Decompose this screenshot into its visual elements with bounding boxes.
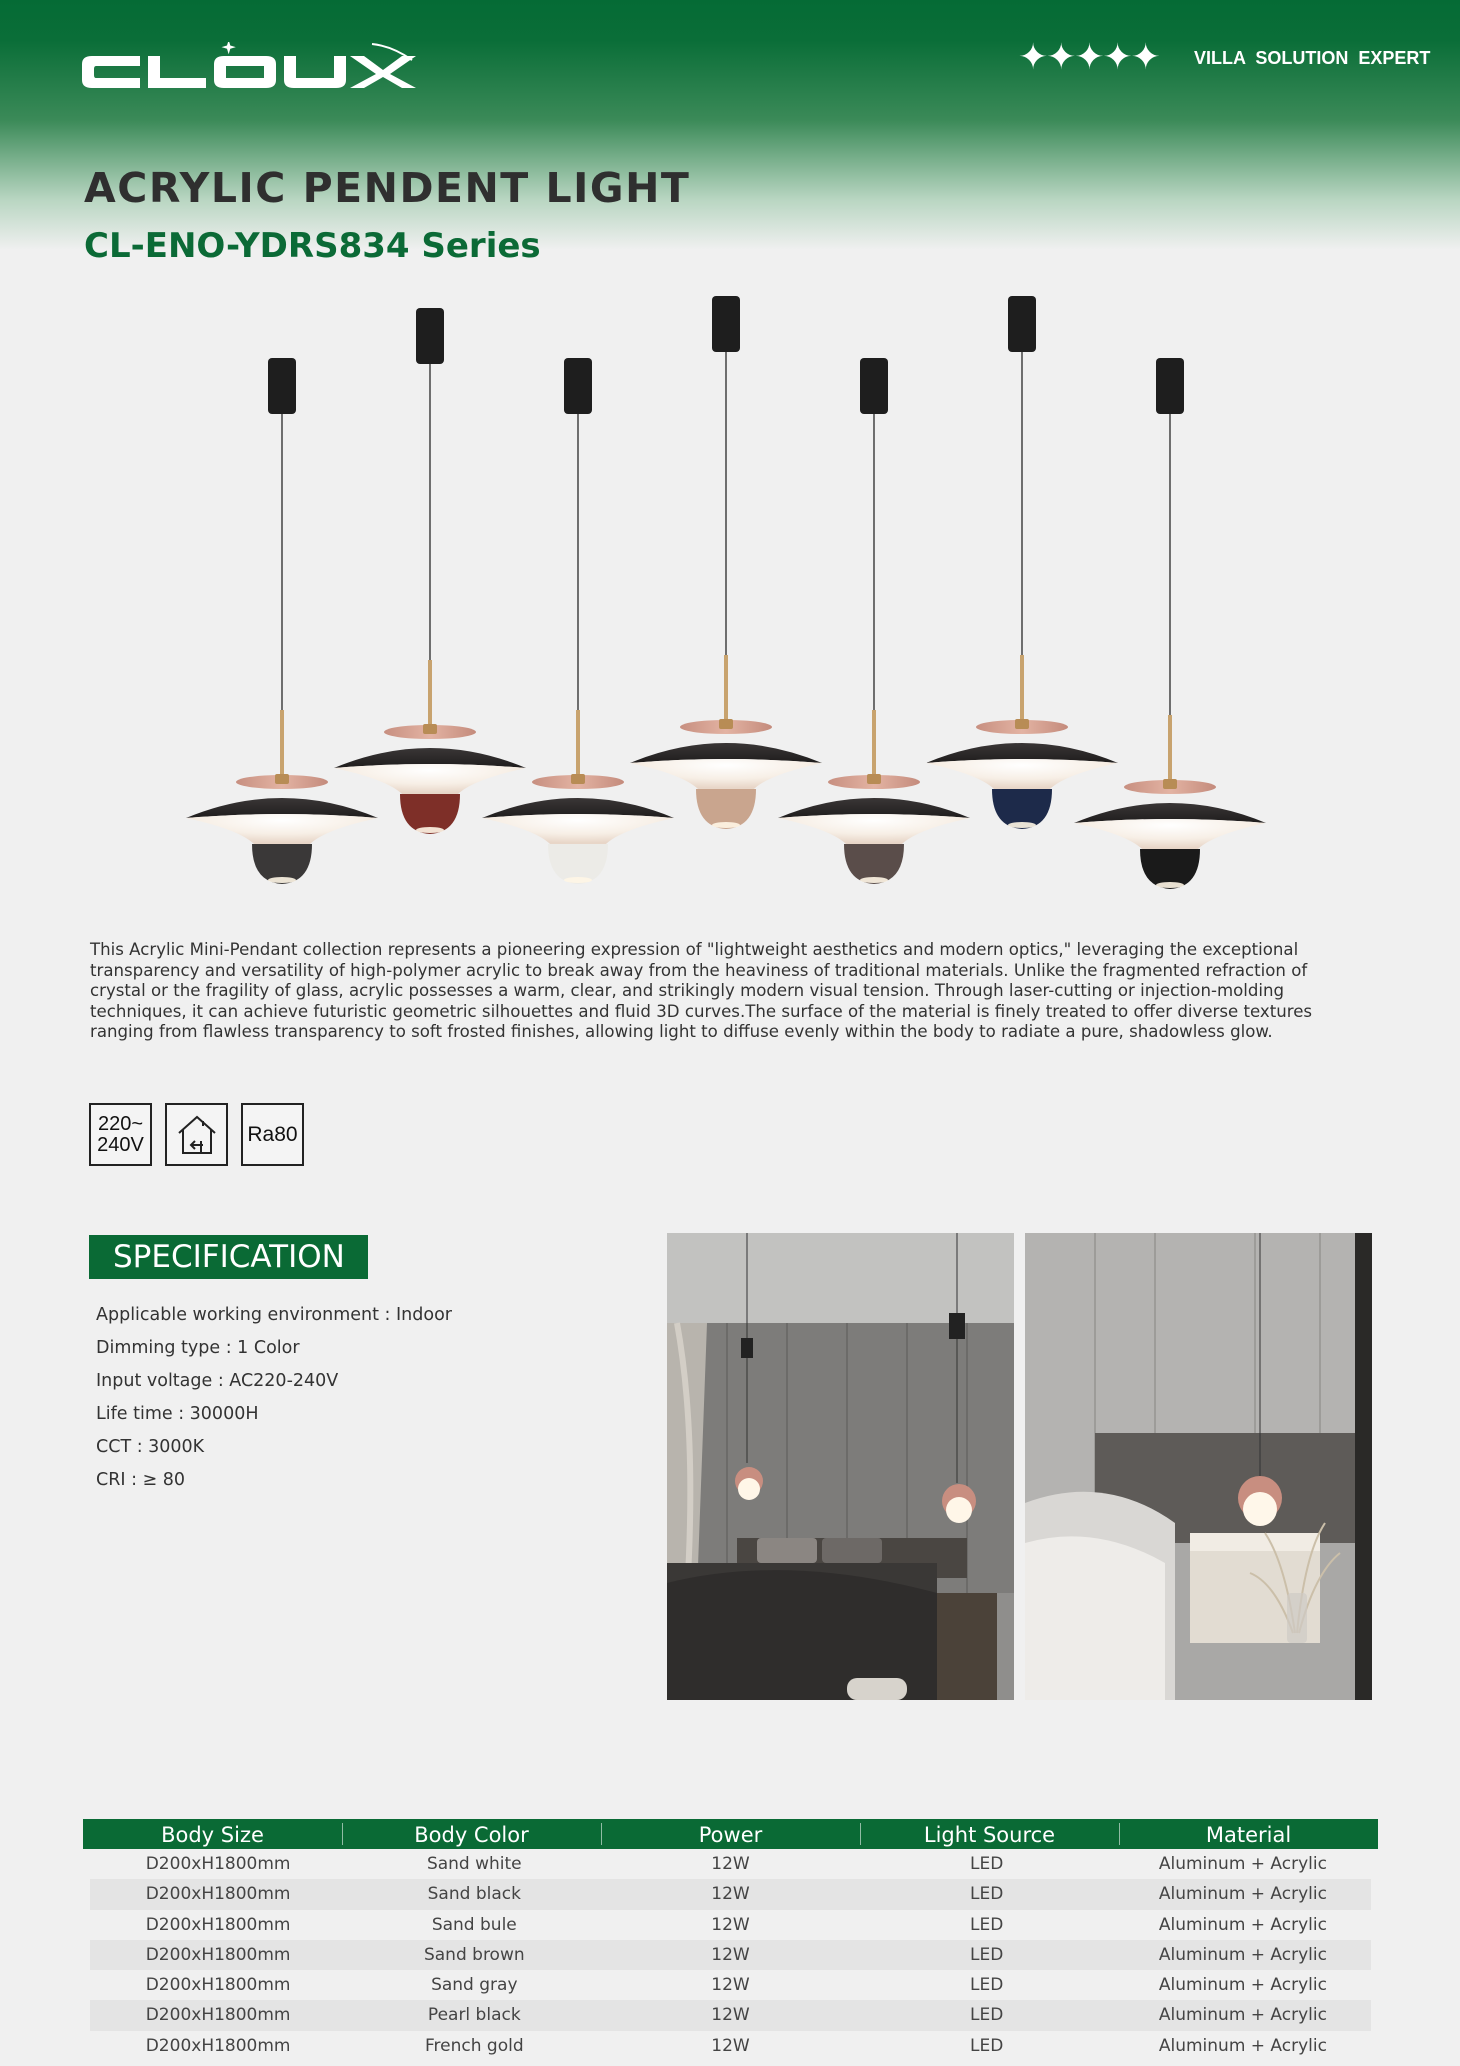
table-cell: LED xyxy=(970,2035,1004,2056)
series-subtitle: CL-ENO-YDRS834 Series xyxy=(84,226,541,266)
table-cell: LED xyxy=(970,1914,1004,1935)
table-cell: Sand gray xyxy=(431,1975,518,1996)
table-cell: LED xyxy=(970,1975,1004,1996)
table-cell: Aluminum + Acrylic xyxy=(1158,1914,1327,1935)
table-cell: D200xH1800mm xyxy=(145,1944,291,1965)
voltage-line-2: 240V xyxy=(97,1133,144,1156)
table-cell: 12W xyxy=(711,2035,750,2056)
pendant-lamp xyxy=(482,358,674,884)
rating-stars-icon: ✦✦✦✦✦ xyxy=(1018,37,1159,78)
column-header: Body Size xyxy=(161,1823,264,1847)
specification-list xyxy=(96,1299,452,1497)
voltage-badge xyxy=(89,1103,152,1166)
table-row xyxy=(90,2031,1371,2061)
indoor-house-icon xyxy=(165,1103,228,1166)
table-row xyxy=(90,2000,1371,2030)
specification-heading: SPECIFICATION xyxy=(89,1235,368,1279)
table-header xyxy=(83,1819,1378,1849)
table-cell: French gold xyxy=(424,2035,524,2056)
table-cell: Sand black xyxy=(427,1884,521,1905)
spec-item: CCT : 3000K xyxy=(96,1437,205,1457)
table-cell: 12W xyxy=(711,2005,750,2026)
column-header: Light Source xyxy=(860,1819,1119,1849)
table-cell: D200xH1800mm xyxy=(145,1884,291,1905)
table-cell: LED xyxy=(970,1854,1004,1874)
table-row xyxy=(90,1910,1371,1940)
table-row xyxy=(90,1849,1371,1879)
cloux-logo xyxy=(82,42,438,100)
table-cell: D200xH1800mm xyxy=(145,1914,291,1935)
table-cell: 12W xyxy=(711,1914,750,1935)
bedroom-scene-photo xyxy=(667,1233,1014,1700)
table-cell: LED xyxy=(970,1944,1004,1965)
pendant-lamp xyxy=(630,296,822,829)
table-row xyxy=(90,1970,1371,2000)
table-body xyxy=(83,1849,1378,2061)
product-specs-table xyxy=(83,1819,1378,2061)
table-cell: 12W xyxy=(711,1944,750,1965)
table-cell: Aluminum + Acrylic xyxy=(1158,2005,1327,2026)
table-row xyxy=(90,1940,1371,1970)
column-header: Material xyxy=(1119,1819,1378,1849)
table-cell: Sand white xyxy=(426,1854,522,1874)
spec-item: Life time : 30000H xyxy=(96,1404,259,1424)
bedside-detail-photo xyxy=(1025,1233,1372,1700)
feature-badges xyxy=(89,1103,304,1166)
table-cell: 12W xyxy=(711,1884,750,1905)
pendant-lamp xyxy=(1074,358,1266,889)
product-description: This Acrylic Mini-Pendant collection represents a pioneering expression of "lightweight aesthetics and modern optics," leveraging the exceptional transparency and versatility of high-polymer acrylic to break away from the heaviness of traditional materials. Unlike the fragmented refraction of crystal or the fragility of glass, acrylic possesses a warm, clear, and strikingly modern visual tension. Through laser-cutting or injection-molding techniques, it can achieve futuristic geometric silhouettes and fluid 3D curves.The surface of the material is finely treated to offer diverse textures ranging from flawless transparency to soft frosted finishes, allowing light to diffuse evenly within the body to radiate a pure, shadowless glow. xyxy=(90,940,1313,1041)
table-row xyxy=(90,1879,1371,1909)
table-cell: LED xyxy=(970,2005,1004,2026)
table-cell: D200xH1800mm xyxy=(145,2005,291,2026)
table-cell: 12W xyxy=(711,1975,750,1996)
spec-item: Dimming type : 1 Color xyxy=(96,1338,300,1358)
pendant-lamp xyxy=(926,296,1118,829)
table-cell: Aluminum + Acrylic xyxy=(1158,1944,1327,1965)
spec-item: Input voltage : AC220-240V xyxy=(96,1371,339,1391)
spec-item: Applicable working environment : Indoor xyxy=(96,1305,452,1325)
table-cell: Aluminum + Acrylic xyxy=(1158,1884,1327,1905)
table-cell: Sand bule xyxy=(431,1914,517,1935)
pendant-lights-hero-image xyxy=(160,290,1300,910)
table-cell: Aluminum + Acrylic xyxy=(1158,1854,1327,1874)
table-cell: D200xH1800mm xyxy=(145,1975,291,1996)
page-title: ACRYLIC PENDENT LIGHT xyxy=(84,164,691,212)
voltage-line-1: 220~ xyxy=(97,1112,144,1135)
header-band xyxy=(0,0,1460,250)
table-cell: 12W xyxy=(711,1854,750,1874)
table-cell: Pearl black xyxy=(427,2005,521,2026)
cri-badge: Ra80 xyxy=(241,1103,304,1166)
table-cell: D200xH1800mm xyxy=(145,2035,291,2056)
table-cell: D200xH1800mm xyxy=(145,1854,291,1874)
spec-item: CRI : ≥ 80 xyxy=(96,1470,186,1490)
column-header: Power xyxy=(601,1819,860,1849)
table-cell: Aluminum + Acrylic xyxy=(1158,2035,1327,2056)
pendant-lamp xyxy=(186,358,378,884)
column-header: Body Color xyxy=(342,1819,601,1849)
tagline: VILLA SOLUTION EXPERT xyxy=(1194,48,1431,68)
pendant-lamp xyxy=(778,358,970,884)
table-cell: LED xyxy=(970,1884,1004,1905)
table-cell: Sand brown xyxy=(423,1944,525,1965)
pendant-lamp xyxy=(334,308,526,834)
table-cell: Aluminum + Acrylic xyxy=(1158,1975,1327,1996)
